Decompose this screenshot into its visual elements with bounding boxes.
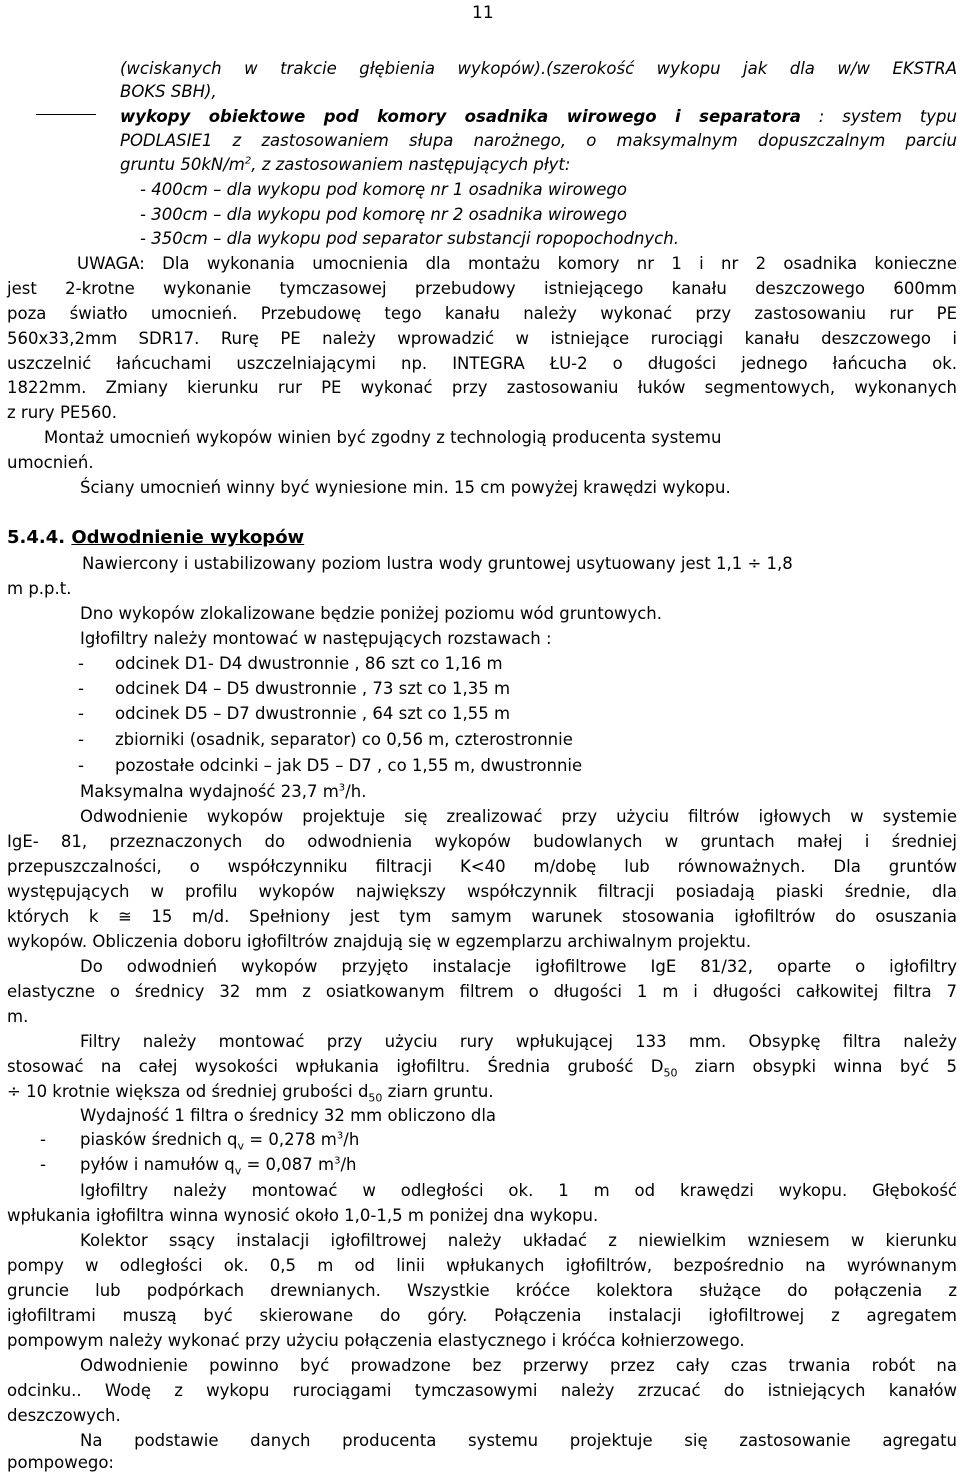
text-line: Igłofiltry należy montować w odległości ok. 1 m od krawędzi wykopu. Głębokość <box>80 1181 957 1200</box>
text-line: m p.p.t. <box>7 579 72 598</box>
text-span: piasków średnich q <box>80 1130 238 1149</box>
text-line: Na podstawie danych producenta systemu projektuje się zastosowanie agregatu <box>80 1431 957 1450</box>
text-line: - 350cm – dla wykopu pod separator substancji ropopochodnych. <box>140 229 679 248</box>
text-span: = 0,087 m <box>241 1155 335 1174</box>
text-line: Odwodnienie powinno być prowadzone bez przerwy przez cały czas trwania robót na <box>80 1356 957 1375</box>
list-dash: - <box>78 730 84 749</box>
text-span: Maksymalna wydajność 23,7 m <box>80 782 339 801</box>
text-line: PODLASIE1 z zastosowaniem słupa narożnego, o maksymalnym dopuszczalnym parciu <box>120 131 957 150</box>
text-line: deszczowych. <box>7 1406 121 1425</box>
subscript: v <box>237 1139 245 1153</box>
list-item-text <box>80 1130 360 1153</box>
text-line: Filtry należy montować przy użyciu rury wpłukującej 133 mm. Obsypkę filtra należy <box>80 1032 957 1051</box>
text-line: uszczelnić łańcuchami uszczelniającymi np. INTEGRA ŁU-2 o długości jednego łańcucha ok. <box>7 354 957 373</box>
text-line: których k ≅ 15 m/d. Spełniony jest tym samym warunek stosowania igłofiltrów do osuszania <box>7 907 957 926</box>
superscript: 2 <box>244 155 252 167</box>
subscript: v <box>234 1164 242 1178</box>
text-line: Wydajność 1 filtra o średnicy 32 mm obliczono dla <box>80 1106 497 1125</box>
list-dash <box>36 114 96 115</box>
text-line: występujących w profilu wykopów największy współczynnik filtracji posiadają piaski średnie, dla <box>7 882 957 901</box>
text-line: Odwodnienie wykopów projektuje się zrealizować przy użyciu filtrów igłowych w systemie <box>80 807 957 826</box>
text-span: /h <box>340 1155 357 1174</box>
text-span: pyłów i namułów q <box>80 1155 235 1174</box>
text-line <box>120 107 957 127</box>
subscript: 50 <box>663 1066 678 1080</box>
text-line: gruncie lub podpórkach drewnianych. Wszystkie króćce kolektora służące do połączenia z <box>7 1281 957 1300</box>
text-line: Igłofiltry należy montować w następujących rozstawach : <box>80 629 552 648</box>
section-heading <box>7 528 304 548</box>
list-item-text <box>80 1155 357 1178</box>
list-item-text: odcinek D1- D4 dwustronnie , 86 szt co 1,16 m <box>115 654 503 673</box>
text-line: pompowym należy wykonać przy użyciu połączenia elastycznego i króćca kołnierzowego. <box>7 1331 745 1350</box>
list-item-text: zbiorniki (osadnik, separator) co 0,56 m, czterostronnie <box>115 730 573 749</box>
text-line <box>7 1057 957 1080</box>
superscript: 3 <box>338 782 346 794</box>
text-line: UWAGA: Dla wykonania umocnienia dla montażu komory nr 1 i nr 2 osadnika konieczne <box>77 254 957 273</box>
text-line: - 400cm – dla wykopu pod komorę nr 1 osadnika wirowego <box>140 180 627 199</box>
text-line: umocnień. <box>7 453 94 472</box>
list-dash: - <box>78 756 84 775</box>
list-item-text: odcinek D4 – D5 dwustronnie , 73 szt co 1,35 m <box>115 679 511 698</box>
text-line: m. <box>7 1007 29 1026</box>
heading-title: Odwodnienie wykopów <box>71 527 305 548</box>
text-span: ziarn gruntu. <box>382 1082 494 1101</box>
text-span: stosować na całej wysokości wpłukania igłofiltru. Średnia grubość D <box>7 1057 664 1076</box>
text-line: elastyczne o średnicy 32 mm z osiatkowanym filtrem o długości 1 m i długości całkowitej filtra 7 <box>7 982 957 1001</box>
list-dash: - <box>40 1155 46 1174</box>
text-span: ziarn obsypki winna być 5 <box>677 1057 957 1076</box>
text-line: z rury PE560. <box>7 403 118 422</box>
text-line: odcinku.. Wodę z wykopu rurociągami tymczasowymi należy zrzucać do istniejących kanałów <box>7 1381 957 1400</box>
text-line: (wciskanych w trakcie głębienia wykopów).(szerokość wykopu jak dla w/w EKSTRA <box>120 59 957 78</box>
text-line: Ściany umocnień winny być wyniesione min. 15 cm powyżej krawędzi wykopu. <box>80 478 731 497</box>
text-line: pompy w odległości ok. 0,5 m od linii wpłukanych igłofiltrów, bezpośrednio na wyrównanym <box>7 1256 957 1275</box>
text-line: Do odwodnień wykopów przyjęto instalacje igłofiltrowe IgE 81/32, oparte o igłofiltry <box>80 957 957 976</box>
text-span: , z zastosowaniem następujących płyt: <box>251 155 571 174</box>
page-number: 11 <box>472 3 494 23</box>
text-line: przepuszczalności, o współczynniku filtracji K<40 m/dobę lub równoważnych. Dla gruntów <box>7 857 957 876</box>
subscript: 50 <box>368 1091 383 1105</box>
list-item-text: odcinek D5 – D7 dwustronnie , 64 szt co 1,55 m <box>115 704 511 723</box>
text-line: Nawiercony i ustabilizowany poziom lustra wody gruntowej usytuowany jest 1,1 ÷ 1,8 <box>82 554 793 573</box>
text-line <box>80 782 366 802</box>
list-dash: - <box>78 679 84 698</box>
text-line: Dno wykopów zlokalizowane będzie poniżej poziomu wód gruntowych. <box>80 604 662 623</box>
text-line: IgE- 81, przeznaczonych do odwodnienia wykopów budowlanych w gruntach małej i średniej <box>7 832 957 851</box>
text-line: Montaż umocnień wykopów winien być zgodny z technologią producenta systemu <box>44 428 722 447</box>
text-line: - 300cm – dla wykopu pod komorę nr 2 osadnika wirowego <box>140 205 627 224</box>
superscript: 3 <box>336 1130 344 1142</box>
text-span: = 0,278 m <box>244 1130 337 1149</box>
text-span: /h <box>343 1130 360 1149</box>
text-line: wpłukania igłofiltra winna wynosić około 1,0-1,5 m poniżej dna wykopu. <box>7 1206 599 1225</box>
text-span: : system typu <box>800 107 957 126</box>
list-dash: - <box>78 654 84 673</box>
text-span: ÷ 10 krotnie większa od średniej grubości d <box>7 1082 369 1101</box>
text-line: igłofiltrami muszą być skierowane do góry. Połączenia instalacji igłofiltrowej z agregatem <box>7 1306 957 1325</box>
text-span: /h. <box>345 782 367 801</box>
text-line: BOKS SBH), <box>120 82 217 101</box>
text-line: poza światło umocnień. Przebudowę tego kanału należy wykonać przy zastosowaniu rur PE <box>7 304 957 323</box>
list-dash: - <box>40 1130 46 1149</box>
text-line: jest 2-krotne wykonanie tymczasowej przebudowy istniejącego kanału deszczowego 600mm <box>7 279 957 298</box>
text-line: wykopów. Obliczenia doboru igłofiltrów znajdują się w egzemplarzu archiwalnym projektu. <box>7 932 752 951</box>
superscript: 3 <box>334 1155 341 1167</box>
text-line: pompowego: <box>7 1453 114 1472</box>
text-line: 560x33,2mm SDR17. Rurę PE należy wprowadzić w istniejące rurociągi kanału deszczowego i <box>7 329 957 348</box>
text-line: 1822mm. Zmiany kierunku rur PE wykonać przy zastosowaniu łuków segmentowych, wykonanych <box>7 378 957 397</box>
list-item-text: pozostałe odcinki – jak D5 – D7 , co 1,55 m, dwustronnie <box>115 756 583 775</box>
list-dash: - <box>78 704 84 723</box>
text-line: Kolektor ssący instalacji igłofiltrowej należy układać z niewielkim wzniesem w kierunku <box>80 1231 957 1250</box>
text-line <box>7 1082 494 1105</box>
bold-text: wykopy obiektowe pod komory osadnika wirowego i separatora <box>120 107 801 126</box>
text-span: gruntu 50kN/m <box>120 155 245 174</box>
heading-number: 5.4.4. <box>7 527 66 548</box>
text-line <box>120 155 570 175</box>
